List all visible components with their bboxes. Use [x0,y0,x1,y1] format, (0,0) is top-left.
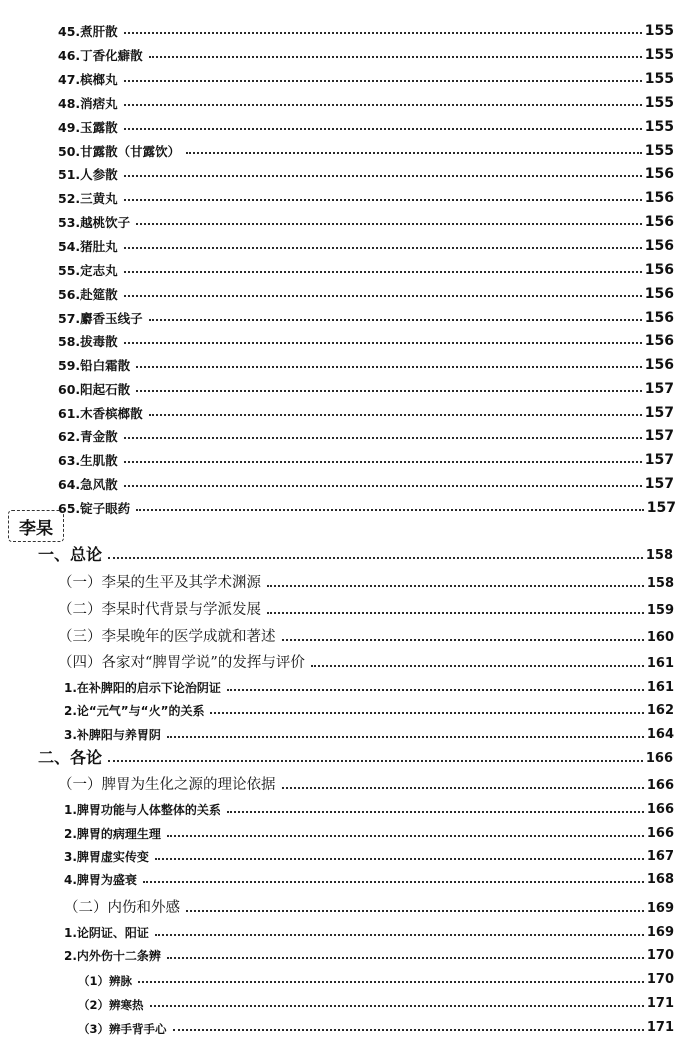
toc-entry-page: 156 [644,213,674,230]
dot-leader [282,787,644,789]
toc-entry-title: （一）李杲的生平及其学术渊源 [58,575,261,592]
dot-leader [155,934,644,936]
dot-leader [186,910,644,912]
toc-entry-title: 4.脾胃为盛衰 [64,873,137,888]
toc-entry-title: 46.丁香化癖散 [58,47,143,63]
toc-entry-title: （三）李杲晚年的医学成就和著述 [58,629,276,646]
dot-leader [186,152,642,154]
toc-entry-title: 59.铅白霜散 [58,357,131,373]
toc-entry-title: 52.三黄丸 [58,190,118,206]
toc-entry-page: 155 [644,142,674,159]
dot-leader [124,128,642,130]
toc-entry-page: 156 [644,237,674,254]
toc-entry-page: 166 [646,778,674,794]
toc-entry-page: 155 [644,46,674,63]
dot-leader [124,32,642,34]
toc-subsection[interactable] [64,942,674,964]
toc-entry-title: 61.木香槟榔散 [58,405,143,421]
toc-entry-title: 57.麝香玉线子 [58,310,143,326]
toc-entry-page: 164 [646,727,674,743]
toc-subsection[interactable] [64,843,674,865]
toc-entry-title: 1.脾胃功能与人体整体的关系 [64,803,221,818]
toc-entry[interactable] [58,113,674,135]
toc-section[interactable] [58,650,674,672]
toc-entry-title: 2.脾胃的病理生理 [64,827,161,842]
toc-subsection[interactable] [64,721,674,743]
dot-leader [149,414,642,416]
dot-leader [227,689,644,691]
toc-entry-title: 53.越桃饮子 [58,214,131,230]
toc-entry-title: 2.论“元气”与“火”的关系 [64,704,205,719]
dot-leader [150,1005,644,1007]
dot-leader [149,319,642,321]
dot-leader [124,485,642,487]
toc-entry-page: 158 [645,548,673,564]
dot-leader [136,509,644,511]
toc-entry[interactable] [58,184,674,206]
toc-section[interactable] [64,895,674,917]
toc-entry-page: 157 [646,499,676,516]
dot-leader [124,271,642,273]
dot-leader [267,585,644,587]
toc-entry-page: 155 [644,118,674,135]
toc-entry-page: 168 [646,872,674,888]
toc-entry-page: 157 [644,475,674,492]
toc-entry-page: 156 [644,189,674,206]
toc-entry[interactable] [58,232,674,254]
toc-entry[interactable] [58,208,674,230]
dot-leader [138,981,644,983]
dot-leader [267,612,644,614]
toc-entry-page: 160 [646,630,674,646]
toc-entry[interactable] [58,494,676,516]
section-heading-box [8,510,64,542]
dot-leader [124,437,642,439]
dot-leader [155,858,644,860]
toc-chapter[interactable] [38,542,673,564]
toc-entry-page: 156 [644,285,674,302]
dot-leader [227,811,644,813]
toc-entry-title: 62.青金散 [58,428,118,444]
section-title: 李杲 [19,518,53,539]
dot-leader [108,760,643,762]
toc-subsection[interactable] [64,820,674,842]
dot-leader [210,712,643,714]
toc-entry-title: 2.内外伤十二条辨 [64,949,161,964]
toc-section[interactable] [58,597,674,619]
dot-leader [124,461,642,463]
toc-entry-title: （一）脾胃为生化之源的理论依据 [58,777,276,794]
toc-entry[interactable] [58,351,674,373]
dot-leader [136,223,642,225]
toc-subsection[interactable] [64,796,674,818]
toc-entry-page: 167 [646,849,674,865]
toc-subsubsection[interactable] [78,966,674,988]
toc-entry[interactable] [58,327,674,349]
toc-entry-page: 170 [646,972,674,988]
toc-chapter[interactable] [38,745,673,767]
toc-entry[interactable] [58,41,674,63]
toc-entry-page: 155 [644,22,674,39]
toc-entry-title: （1）辨脉 [78,973,133,988]
toc-entry-title: 47.槟榔丸 [58,71,118,87]
dot-leader [124,342,642,344]
toc-entry-title: 65.锭子眼药 [58,500,131,516]
toc-entry-page: 171 [646,996,674,1012]
toc-entry[interactable] [58,304,674,326]
toc-section[interactable] [58,570,674,592]
toc-entry-title: 54.猪肚丸 [58,238,118,254]
toc-entry-title: 56.赴筵散 [58,286,118,302]
toc-entry[interactable] [58,470,674,492]
toc-entry-page: 157 [644,427,674,444]
toc-entry-title: （四）各家对“脾胃学说”的发挥与评价 [58,655,305,672]
toc-entry-page: 156 [644,165,674,182]
toc-entry-page: 158 [646,576,674,592]
toc-section[interactable] [58,624,674,646]
toc-entry[interactable] [58,422,674,444]
toc-entry-title: 55.定志丸 [58,262,118,278]
toc-subsection[interactable] [64,866,674,888]
toc-entry-page: 171 [646,1020,674,1036]
dot-leader [124,175,642,177]
dot-leader [124,199,642,201]
toc-subsubsection[interactable] [78,1014,674,1036]
toc-entry-page: 157 [644,451,674,468]
toc-subsection[interactable] [64,919,674,941]
toc-subsection[interactable] [64,697,674,719]
toc-entry-page: 166 [646,826,674,842]
toc-entry-title: 3.补脾阳与养胃阴 [64,728,161,743]
toc-entry-title: （3）辨手背手心 [78,1021,167,1036]
toc-section[interactable] [58,772,674,794]
toc-entry[interactable] [58,89,674,111]
toc-entry-title: （二）李杲时代背景与学派发展 [58,602,261,619]
toc-entry-title: 48.消痞丸 [58,95,118,111]
dot-leader [108,557,643,559]
toc-entry[interactable] [58,137,674,159]
toc-entry-title: 60.阳起石散 [58,381,131,397]
dot-leader [167,835,644,837]
toc-entry-page: 169 [646,925,674,941]
toc-entry-page: 156 [644,332,674,349]
dot-leader [136,366,642,368]
dot-leader [124,295,642,297]
dot-leader [124,104,642,106]
toc-entry-page: 170 [646,948,674,964]
dot-leader [149,56,642,58]
toc-entry-page: 155 [644,70,674,87]
toc-entry-title: 1.在补脾阳的启示下论治阴证 [64,681,221,696]
dot-leader [136,390,642,392]
toc-entry-title: （二）内伤和外感 [64,900,180,917]
toc-entry-page: 156 [644,356,674,373]
dot-leader [311,665,644,667]
toc-entry-page: 157 [644,380,674,397]
toc-entry[interactable] [58,160,674,182]
toc-subsection[interactable] [64,674,674,696]
toc-entry-page: 157 [644,404,674,421]
toc-entry[interactable] [58,65,674,87]
toc-entry-title: 50.甘露散（甘露饮） [58,143,181,159]
toc-entry-page: 159 [646,603,674,619]
toc-entry-page: 155 [644,94,674,111]
toc-entry[interactable] [58,256,674,278]
toc-entry-page: 166 [645,751,673,767]
toc-entry-title: （2）辨寒热 [78,997,144,1012]
toc-entry-title: 45.煮肝散 [58,23,118,39]
toc-entry-page: 156 [644,309,674,326]
toc-entry-title: 3.脾胃虚实传变 [64,850,149,865]
toc-entry-title: 一、总论 [38,544,103,564]
toc-entry[interactable] [58,280,674,302]
toc-entry-page: 169 [646,901,674,917]
toc-entry-title: 1.论阴证、阳证 [64,926,149,941]
toc-entry-page: 166 [646,802,674,818]
dot-leader [173,1029,644,1031]
dot-leader [143,881,644,883]
toc-entry-page: 156 [644,261,674,278]
dot-leader [167,957,644,959]
dot-leader [167,736,644,738]
toc-entry-title: 二、各论 [38,747,103,767]
toc-entry-title: 49.玉露散 [58,119,118,135]
dot-leader [124,247,642,249]
dot-leader [282,639,644,641]
toc-entry-title: 51.人参散 [58,166,118,182]
toc-entry-title: 63.生肌散 [58,452,118,468]
toc-entry-title: 58.拔毒散 [58,333,118,349]
toc-entry[interactable] [58,446,674,468]
toc-entry[interactable] [58,17,674,39]
toc-subsubsection[interactable] [78,990,674,1012]
toc-entry[interactable] [58,399,674,421]
toc-entry-page: 161 [646,656,674,672]
toc-entry[interactable] [58,375,674,397]
toc-entry-page: 162 [646,703,674,719]
toc-entry-page: 161 [646,680,674,696]
dot-leader [124,80,642,82]
toc-entry-title: 64.急风散 [58,476,118,492]
